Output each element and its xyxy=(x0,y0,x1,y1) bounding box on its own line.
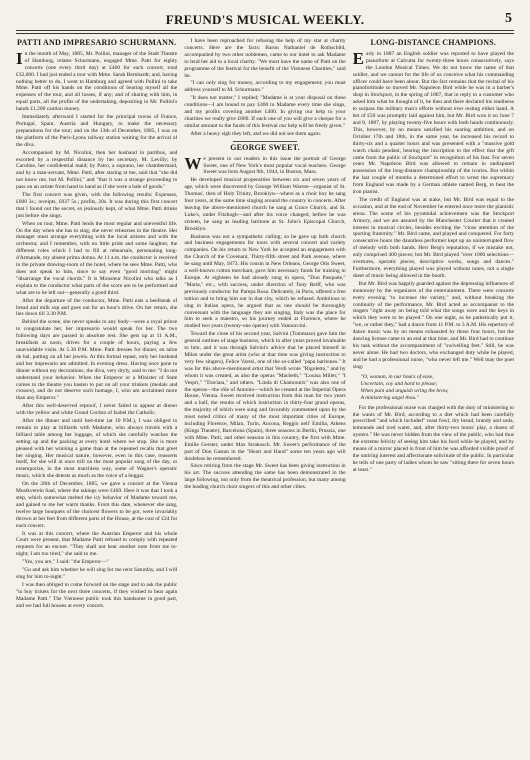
paragraph: When on tour, Mme. Patti lends the most regular and uneventful life. On the day when she has to sing, she never rehearses in the theatre. Her manager must arrange everything with the local artistes and with the orchestra; and I remember, with no little pride and some laughter, the different roles which I had to fill at rehearsals, personating long-d'Armande, my absent prima donna. At 11 a.m. the conductor is received in the private drawing-room of the hotel, where he sees Mme. Patti, who does not speak to him, since to say even "good morning" might "disarrange the vocal chords." It is Monsieur Nicolini who talks as I explain to the conductor what parts of the score are to be performed and what are to be left out—generally a good third. xyxy=(16,220,178,296)
paragraph: Immediately afterward I started for the principal towns of France, Portugal, Spain, Austria and Hungary, to make the necessary preparations for the tour; and on the 13th of December, 1885, I was on the platform of the Paris-Lyons railway station waiting for the arrival of the diva. xyxy=(16,114,178,148)
paragraph-text: e present to our readers in this issue the portrait of George Sweet, one of New York's most popular vocal teachers. George Sweet was born August 9th, 1844, in Boston, Mass. xyxy=(203,155,346,176)
article-body-long-distance xyxy=(352,48,514,371)
paragraph: The first concert was given, with the following results: Expenses, £600 3s.; receipts, £837 5s.; profits, 20s. It was during this first concert that I found out the secret, so jealously kept, of what Mme. Patti drinks just before she sings. xyxy=(16,192,178,219)
paragraph: The credit of England was at stake, but Mr. Bird was equal to the occasion, and at the end of November he entered once more the pianistic arena. The scene of his pyramidal achievement was the Stockport Armory, and we are assured by the Manchester Courier that it created interest in musical circles, besides exciting the "close attention of the sporting fraternity." Mr. Bird came, and played and conquered. For forty consecutive hours the dauntless performer kept up an uninterrupted flow of melody with both hands. Herr Berg's reputation, if we mistake not, only comprised 400 pieces; but Mr. Bird played "over 1000 selections—overtures, operatic pieces, descriptive works, songs and dances." Furthermore, everything played was played without notes, not a single sheet of music being allowed in the booth. xyxy=(352,196,514,279)
paragraph: "Go and ask him whether he will sing for me next Saturday, and I will sing for him to-night." xyxy=(16,567,178,580)
poem-line: Uncertain, coy and hard to please; xyxy=(360,380,438,387)
article-divider xyxy=(233,141,298,142)
page-header xyxy=(16,10,514,31)
page-number: 5 xyxy=(505,11,512,26)
paragraph: I have been reproached for refusing the help of my star at charity concerts. Here are the facts: Baron Nathaniel de Rothschild, accompanied by two other noblemen, came to our hotel to ask Madame to lend her aid to a local charity. "We must have the name of Patti on the programme of the festival for the benefit of the Viennese Charities," said he. xyxy=(184,38,346,79)
column-3 xyxy=(353,38,514,748)
poem-line: "O, woman, in our hours of ease, xyxy=(360,373,434,380)
columns xyxy=(16,38,514,748)
article-continuation-patti xyxy=(184,38,345,138)
poem-quote xyxy=(361,374,514,402)
paragraph: On the 28th of December, 1885, we gave a concert at the Vienna Musikverein Saal, where the takings were £469. Here it was that I took a step, which somewhat melted the icy behavior of Madame toward me, and gained to me her warm thanks. From this date, whenever she sang, twelve large bouquets of the choicest flowers to be got, were invariably thrown at her feet from different parts of the House, at the cost of £24 for each concert. xyxy=(16,481,178,529)
paragraph: Toward the close of his second year, Salvini (Tommaso) gave him the general outlines of stage business, which in after years proved invaluable to him, and it was through Salvini's advice that he placed himself in Milan under the great artist (who at that time was giving instruction to very few singers), Felice Varesi, one of the so-called "papa baritones." It was for this above-mentioned artist that Verdi wrote "Rigoletto," and by whom it was created, as also the operas "Macbeth," "Louisa Miller," "I Vespri," "Traviata," and others. "Linda di Chamounix" was also one of the operas—the rôle of Antonio—which he created at the Imperial Opera House, Vienna. Sweet received instruction from this man for two years and a half, the results of which instruction in thirty-four grand operas, the majority of which were sung and favorably commented upon by the most noted critics of many of the most important cities of Europe, including Florence, Milan, Turin, Ancona, Reggio nell' Emilia, Athens (Kings Theatre), Barcelona (Spain), three seasons in Berlin, Prussia, one with Mme. Patti, and other seasons in this country, the first with Mme. Emilie Gerster, under Max Strakosch. Mr. Sweet's performance of the part of Don Gastan in the "Heart and Hand" some ten years ago will doubtless be remembered. xyxy=(184,331,346,462)
poem-line: When pain and anguish wring the brow, xyxy=(360,387,449,394)
drop-cap: W xyxy=(184,153,202,173)
publication-title: FREUND'S MUSICAL WEEKLY. xyxy=(165,12,365,27)
article-title-patti: PATTI AND IMPRESARIO SCHURMANN. xyxy=(17,38,177,47)
paragraph: Since retiring from the stage Mr. Sweet has been giving instruction in his art. The success attending the same has been demonstrated in the large following, not only from the theatrical profession, but many among the leading church choir singers of this and other cities. xyxy=(184,463,346,491)
paragraph: For the professional nurse was charged with the duty of ministering to the wants of Mr. Bird, according to a diet which had been carefully prescribed "and which included" roast fowl, dry bread, brandy and soda, lemonade and iced water, and, after thirty-two hours' play, a dozen of oysters." He was never hidden from the view of the public, who had thus the extreme felicity of seeing him take his food while he played, and by means of a mirror placed in front of him he was afforded visible proof of the untiring interest and affectionate solicitude of the public. In particular he tells of one party of ladies whom he saw "sitting there for seven hours at least." xyxy=(352,404,514,473)
paragraph: But Mr. Bird was happily guarded against the depressing influences of monotony by the organizers of the entertainment. There were concerts every evening "to increase the variety," and, without breaking the continuity of the performance, Mr. Bird acted as accompanist to the singers "right away on being told what the songs were and the keys in which they were to be played." On one night, as he pathetically put it, "we, or rather they," had a dance from 11 P.M. to 3 A.M. His repertory of dance music was by no means exhausted by those four hours, but the dancing license came to an end at that time, and Mr. Bird had to continue his task without the accompaniment of "swivelling feet." Still, he was never alone. He had two doctors, who exchanged duty while he played, and he had a professional nurse, "who never left me." Well may the poet sing: xyxy=(352,280,514,370)
paragraph: After the departure of the conductor, Mme. Patti eats a beefsteak of bread and milk sop and goes out for an hour's drive. On her return, she lies down till 3.30 P.M. xyxy=(16,297,178,318)
drop-cap: E xyxy=(352,48,364,68)
paragraph: I was then obliged to come forward on the stage and to ask the public "to buy tickets for the next three concerts, if they wished to hear again Madame Patti." The Viennese public took this handsome in good part, and we had full houses at every concert. xyxy=(16,581,178,609)
paragraph-text: n the month of May, 1885, Mr. Pollini, manager of the Stadt Theatre of Hamburg, relates Schurmann, engaged Mme. Patti for eighty concerts (one every third day) at £400 for each concert, total £32,000. I had just ended a tour with Mme. Sarah Bernhardt; and, having nothing better to do, I went to Hamburg and agreed with Pollini to take Mme. Patti off his hands on the conditions of bearing myself all the expenses of the tour, and all losses, if any; and of sharing with him, in equal parts, all the profits of the undertaking, depositing in Mr. Pollini's hands £1,200 caution money. xyxy=(16,50,178,113)
column-1 xyxy=(16,38,177,748)
drop-cap: I xyxy=(16,48,23,68)
paragraph xyxy=(16,48,178,113)
article-body-patti xyxy=(16,48,178,610)
poem-line: A ministering angel thou." xyxy=(360,394,419,401)
paragraph: Behind the scene, she never speaks to any body—were a royal prince to congratulate her, her impresario would speak for her. The two following days are passed in absolute rest. She gets up at 11 A.M., breakfasts at noon, drives for a couple of hours, paying a few unavoidable visits. At 5.30 P.M. Mme. Patti dresses for dinner, en talon de bal, putting on all her jewels. At this formal repast, only her husband and her impresario are admitted. In evening dress. Having once gone to dinner without my decorations, the diva, very dryly, said to me: "I do not understand your behavior. When the Emperor or a Minister of State comes to the theatre you hasten to put on all your trinkets (medals and crosses), and do not deserve such homage, I, who am acclaimed more than any Emperor." xyxy=(16,319,178,402)
paragraph-text: arly in 1887 an English soldier was reported to have played the pianoforte at Calcutta for twenty-three hours consecutively, says the London Musical Times. We do not know the name of that soldier, and we cannot for the life of us conceive what his commanding officer could have been about. But the fact remains that the recital of his pianofortitude so moved Mr. Napoleon Bird while he was in a barber's shop in Stockport, in the spring of 1887, that in reply to a customer who asked him what he thought of it, he then and there declared his readiness to surpass the military man's efforts without ever resting either hand. A bet of £50 was promptly laid against him, but Mr. Bird won it on June 7 and 8, 1887, by playing twenty-five hours with both hands continuously. This, however, by no means satisfied his soaring ambition, and on October 17th and 18th, in the same year, he increased his record to thirty-six and a quarter hours and was presented with a "massive gold watch chain pendant, bearing the inscription to the effect that the gift came from the public of Stockport" in recognition of his feat. For seven years Mr. Napoleon Bird was allowed to remain in undisputed possession of the long-distance championship of the ivories. But within the last couple of months a determined effort to wrest the supremacy from England was made by a German athlete named Berg, to beat the iron pianist. xyxy=(352,50,514,196)
paragraph: After the dinner and until bed-time (at 10 P.M.), I was obliged to remain to play at billiards with Madame, who always travels with a billiard table among her luggage, of which she carefully watches the setting up and the packing at every hotel where we stop. She is more pleased with her winning a game than at the repeated recalls that greet her singing. Her musical nature, however, even in this case, reasserts itself, for she will at once trill on the most popular song of the day, or extemporize, in the most matchless way, some of Wagner's operatic music, which she detests as much as the voice of a beggar. xyxy=(16,418,178,480)
paragraph: After a heavy sigh they left, and we did not see them again. xyxy=(190,130,322,137)
article-title-long-distance: LONG-DISTANCE CHAMPIONS. xyxy=(370,38,497,47)
article-body-george-sweet xyxy=(184,153,346,492)
paragraph: Accompanied by M. Nicolini, then her husband in partibus, and escorted by a respectful distance by her secretary, M. Levilly; by Caroline, her confidential maid; by Patro, a soprano, her chambermaid, and by a man-servant, Mme. Patti, after staring at me, said that "she did not know me, but M. Pollini," and "that it was a strange proceeding to pass on an artiste from hand to hand as if she were a bale of goods." xyxy=(16,149,178,191)
paragraph: He developed musical propensities between six and seven years of age, which were discovered by George William Warren—organist of St. Thomas', then of Holy Trinity, Brooklyn—where as a choir boy he sang four years, at the same time singing around the country in concerts. After leaving the above-mentioned church he sang at Grace Church, and St. Luke's, under Fitzhugh—and after his voice changed, before he was sixteen, he sang as leading baritone at St. John's Episcopal Church, Brooklyn. xyxy=(184,177,346,232)
paragraph: "I can only sing for money, according to my engagement; you must address yourself to M. Schurmann." xyxy=(184,80,346,94)
article-title-george-sweet: GEORGE SWEET. xyxy=(230,142,300,152)
column-2 xyxy=(184,38,345,748)
paragraph: After this well-deserved reproof, I never failed to appear at dinner with the yellow and white Grand Cordon of Isabel the Catholic. xyxy=(16,403,178,417)
paragraph: It was at this concert, where the Austrian Emperor and his whole Court were present, that Madame Patti refused to comply with repeated requests for an encore. "They shall not hear another note from me to-night; I am too tired," she said to me. xyxy=(16,530,178,558)
paragraph xyxy=(352,48,514,196)
paragraph: "It does not matter," I replied; "Madame is at your disposal on these conditions—I am bound to pay £400 to Madame every time she sings, and my profits covering another £400. In giving our help to your charities we really give £800. If each one of you will give a cheque for a similar amount to the funds of this festival our help will be freely given." xyxy=(184,95,346,129)
paragraph xyxy=(184,153,346,177)
paragraph: Business was not a sympathetic calling; so he gave up both church and business engagements for tours with several concert and variety companies. On his return to New York he accepted an engagement with the Church of the Covenant, Thirty-fifth street and Park avenue, where he sang until May, 1873. His cousin in New Orleans, George Otis Sweet, a well-known cotton merchant, gave him necessary funds for training in Europe. At eighteen he had already sung in opera, "Don Pasquale," "Marta," etc., with success, under direction of Tony Reiff, who was previously conductor for Parepa Rosa. Delicately, in Paris, offered a free tuition and to bring him out in that city, which he refused. Ambitious to sing in Italian opera, he argued that as one should be thoroughly conversant with the language they are singing, Italy was the place for him to seek a maestro, so his journey ended at Florence, where he studied two years (twenty-one operas) with Vannuccini. xyxy=(184,233,346,330)
article-body-long-distance-cont xyxy=(353,405,514,474)
header-rule xyxy=(16,33,514,34)
paragraph: "Yes, you are," I said: "the Emperor—" xyxy=(22,559,109,566)
